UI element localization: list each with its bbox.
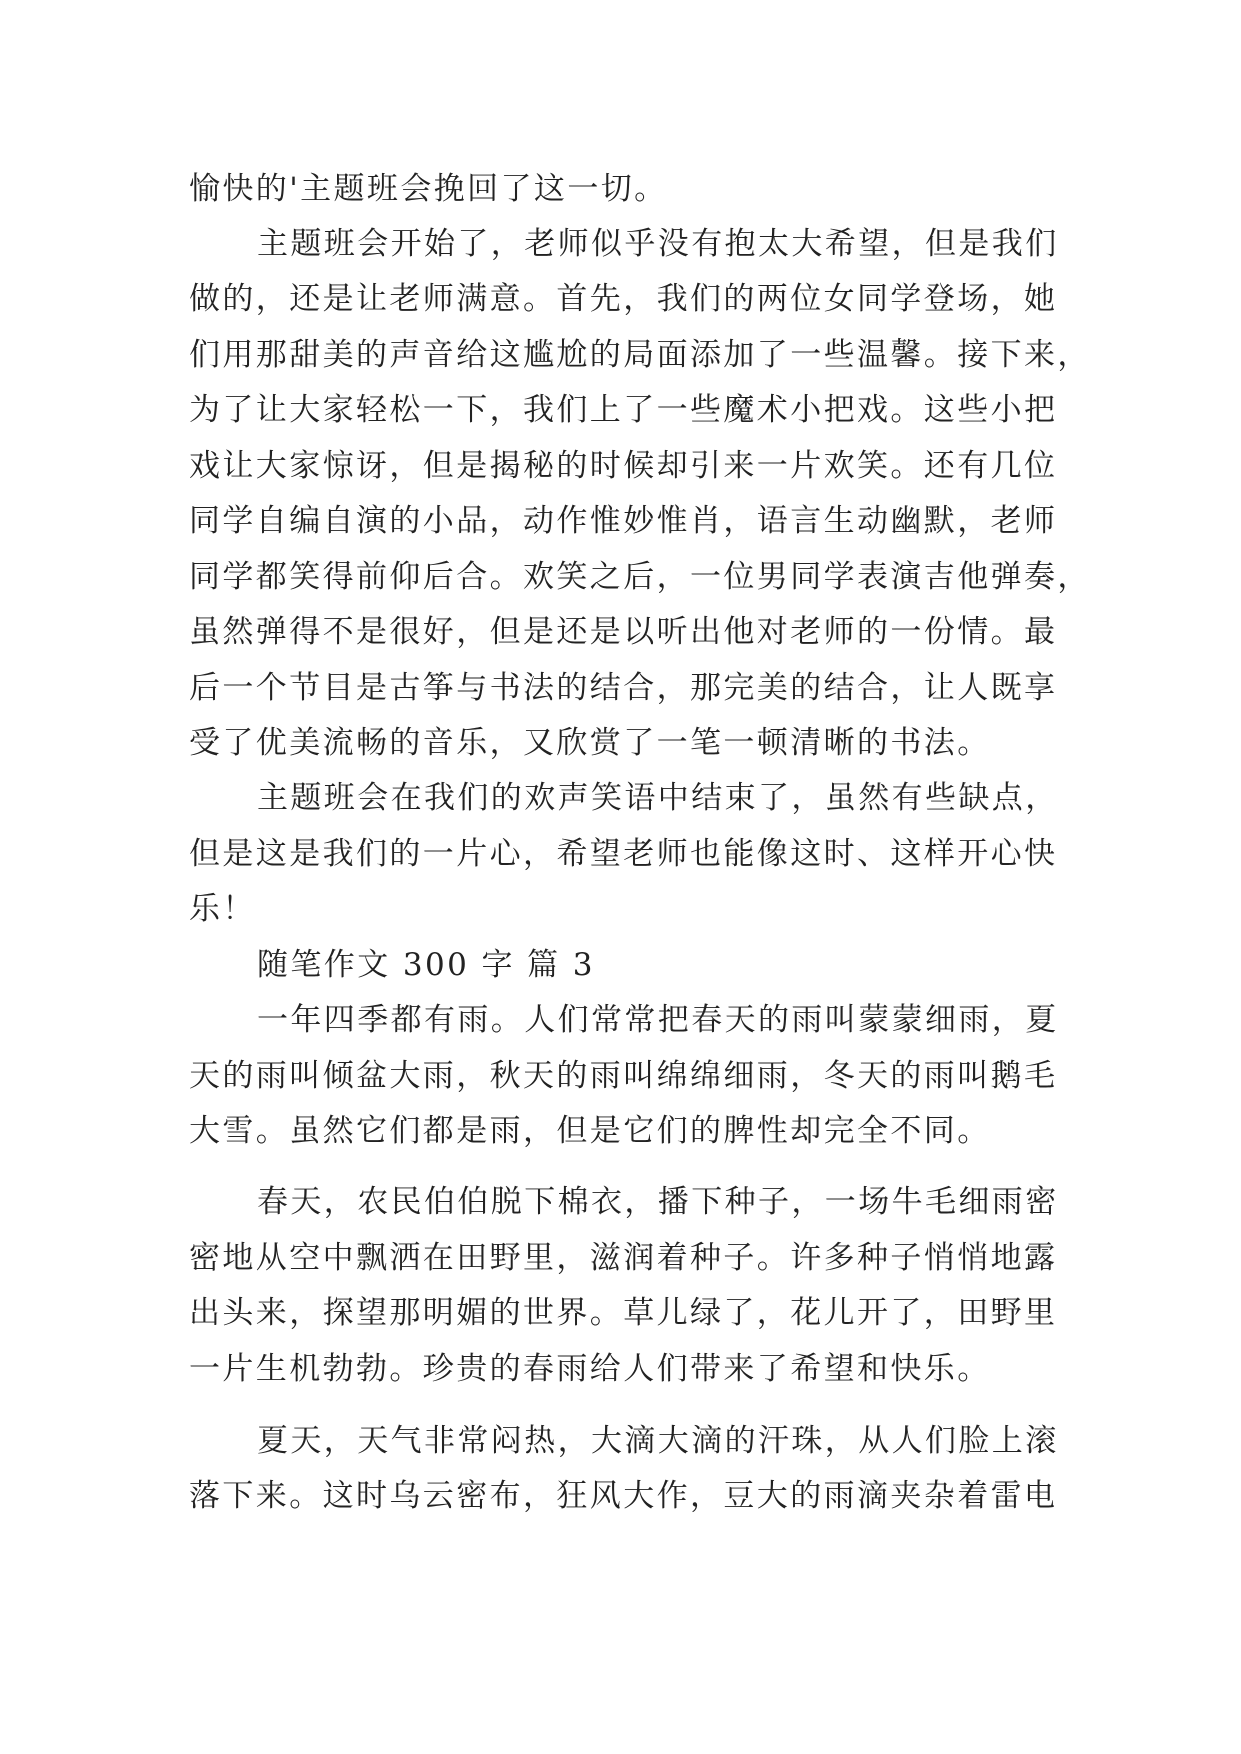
text-line: 天的雨叫倾盆大雨，秋天的雨叫绵绵细雨，冬天的雨叫鹅毛: [189, 1058, 1058, 1094]
text-line: 乐！: [189, 891, 256, 927]
text-line: 落下来。这时乌云密布，狂风大作，豆大的雨滴夹杂着雷电: [189, 1478, 1058, 1514]
text-line: 主题班会在我们的欢声笑语中结束了，虽然有些缺点，: [257, 780, 1059, 816]
text-line: 受了优美流畅的音乐，又欣赏了一笔一顿清晰的书法。: [189, 725, 991, 761]
text-line: 同学都笑得前仰后合。欢笑之后，一位男同学表演吉他弹奏，: [189, 559, 1091, 595]
text-line: 愉快的'主题班会挽回了这一切。: [189, 171, 668, 207]
text-line: 出头来，探望那明媚的世界。草儿绿了，花儿开了，田野里: [189, 1295, 1058, 1331]
text-line: 夏天，天气非常闷热，大滴大滴的汗珠，从人们脸上滚: [257, 1423, 1059, 1459]
text-line: 大雪。虽然它们都是雨，但是它们的脾性却完全不同。: [189, 1113, 991, 1149]
text-line: 一片生机勃勃。珍贵的春雨给人们带来了希望和快乐。: [189, 1351, 991, 1387]
text-line: 同学自编自演的小品，动作惟妙惟肖，语言生动幽默，老师: [189, 503, 1058, 539]
text-line: 虽然弹得不是很好，但是还是以听出他对老师的一份情。最: [189, 614, 1058, 650]
text-line: 做的，还是让老师满意。首先，我们的两位女同学登场，她: [189, 281, 1058, 317]
text-line: 戏让大家惊讶，但是揭秘的时候却引来一片欢笑。还有几位: [189, 448, 1058, 484]
text-line: 春天，农民伯伯脱下棉衣，播下种子，一场牛毛细雨密: [257, 1184, 1059, 1220]
text-line: 一年四季都有雨。人们常常把春天的雨叫蒙蒙细雨，夏: [257, 1002, 1059, 1038]
text-line: 密地从空中飘洒在田野里，滋润着种子。许多种子悄悄地露: [189, 1240, 1058, 1276]
text-line: 为了让大家轻松一下，我们上了一些魔术小把戏。这些小把: [189, 392, 1058, 428]
section-heading: 随笔作文 300 字 篇 3: [257, 947, 595, 983]
text-line: 但是这是我们的一片心，希望老师也能像这时、这样开心快: [189, 836, 1058, 872]
text-line: 主题班会开始了，老师似乎没有抱太大希望，但是我们: [257, 226, 1059, 262]
text-line: 后一个节目是古筝与书法的结合，那完美的结合，让人既享: [189, 670, 1058, 706]
text-line: 们用那甜美的声音给这尴尬的局面添加了一些温馨。接下来，: [189, 337, 1091, 373]
